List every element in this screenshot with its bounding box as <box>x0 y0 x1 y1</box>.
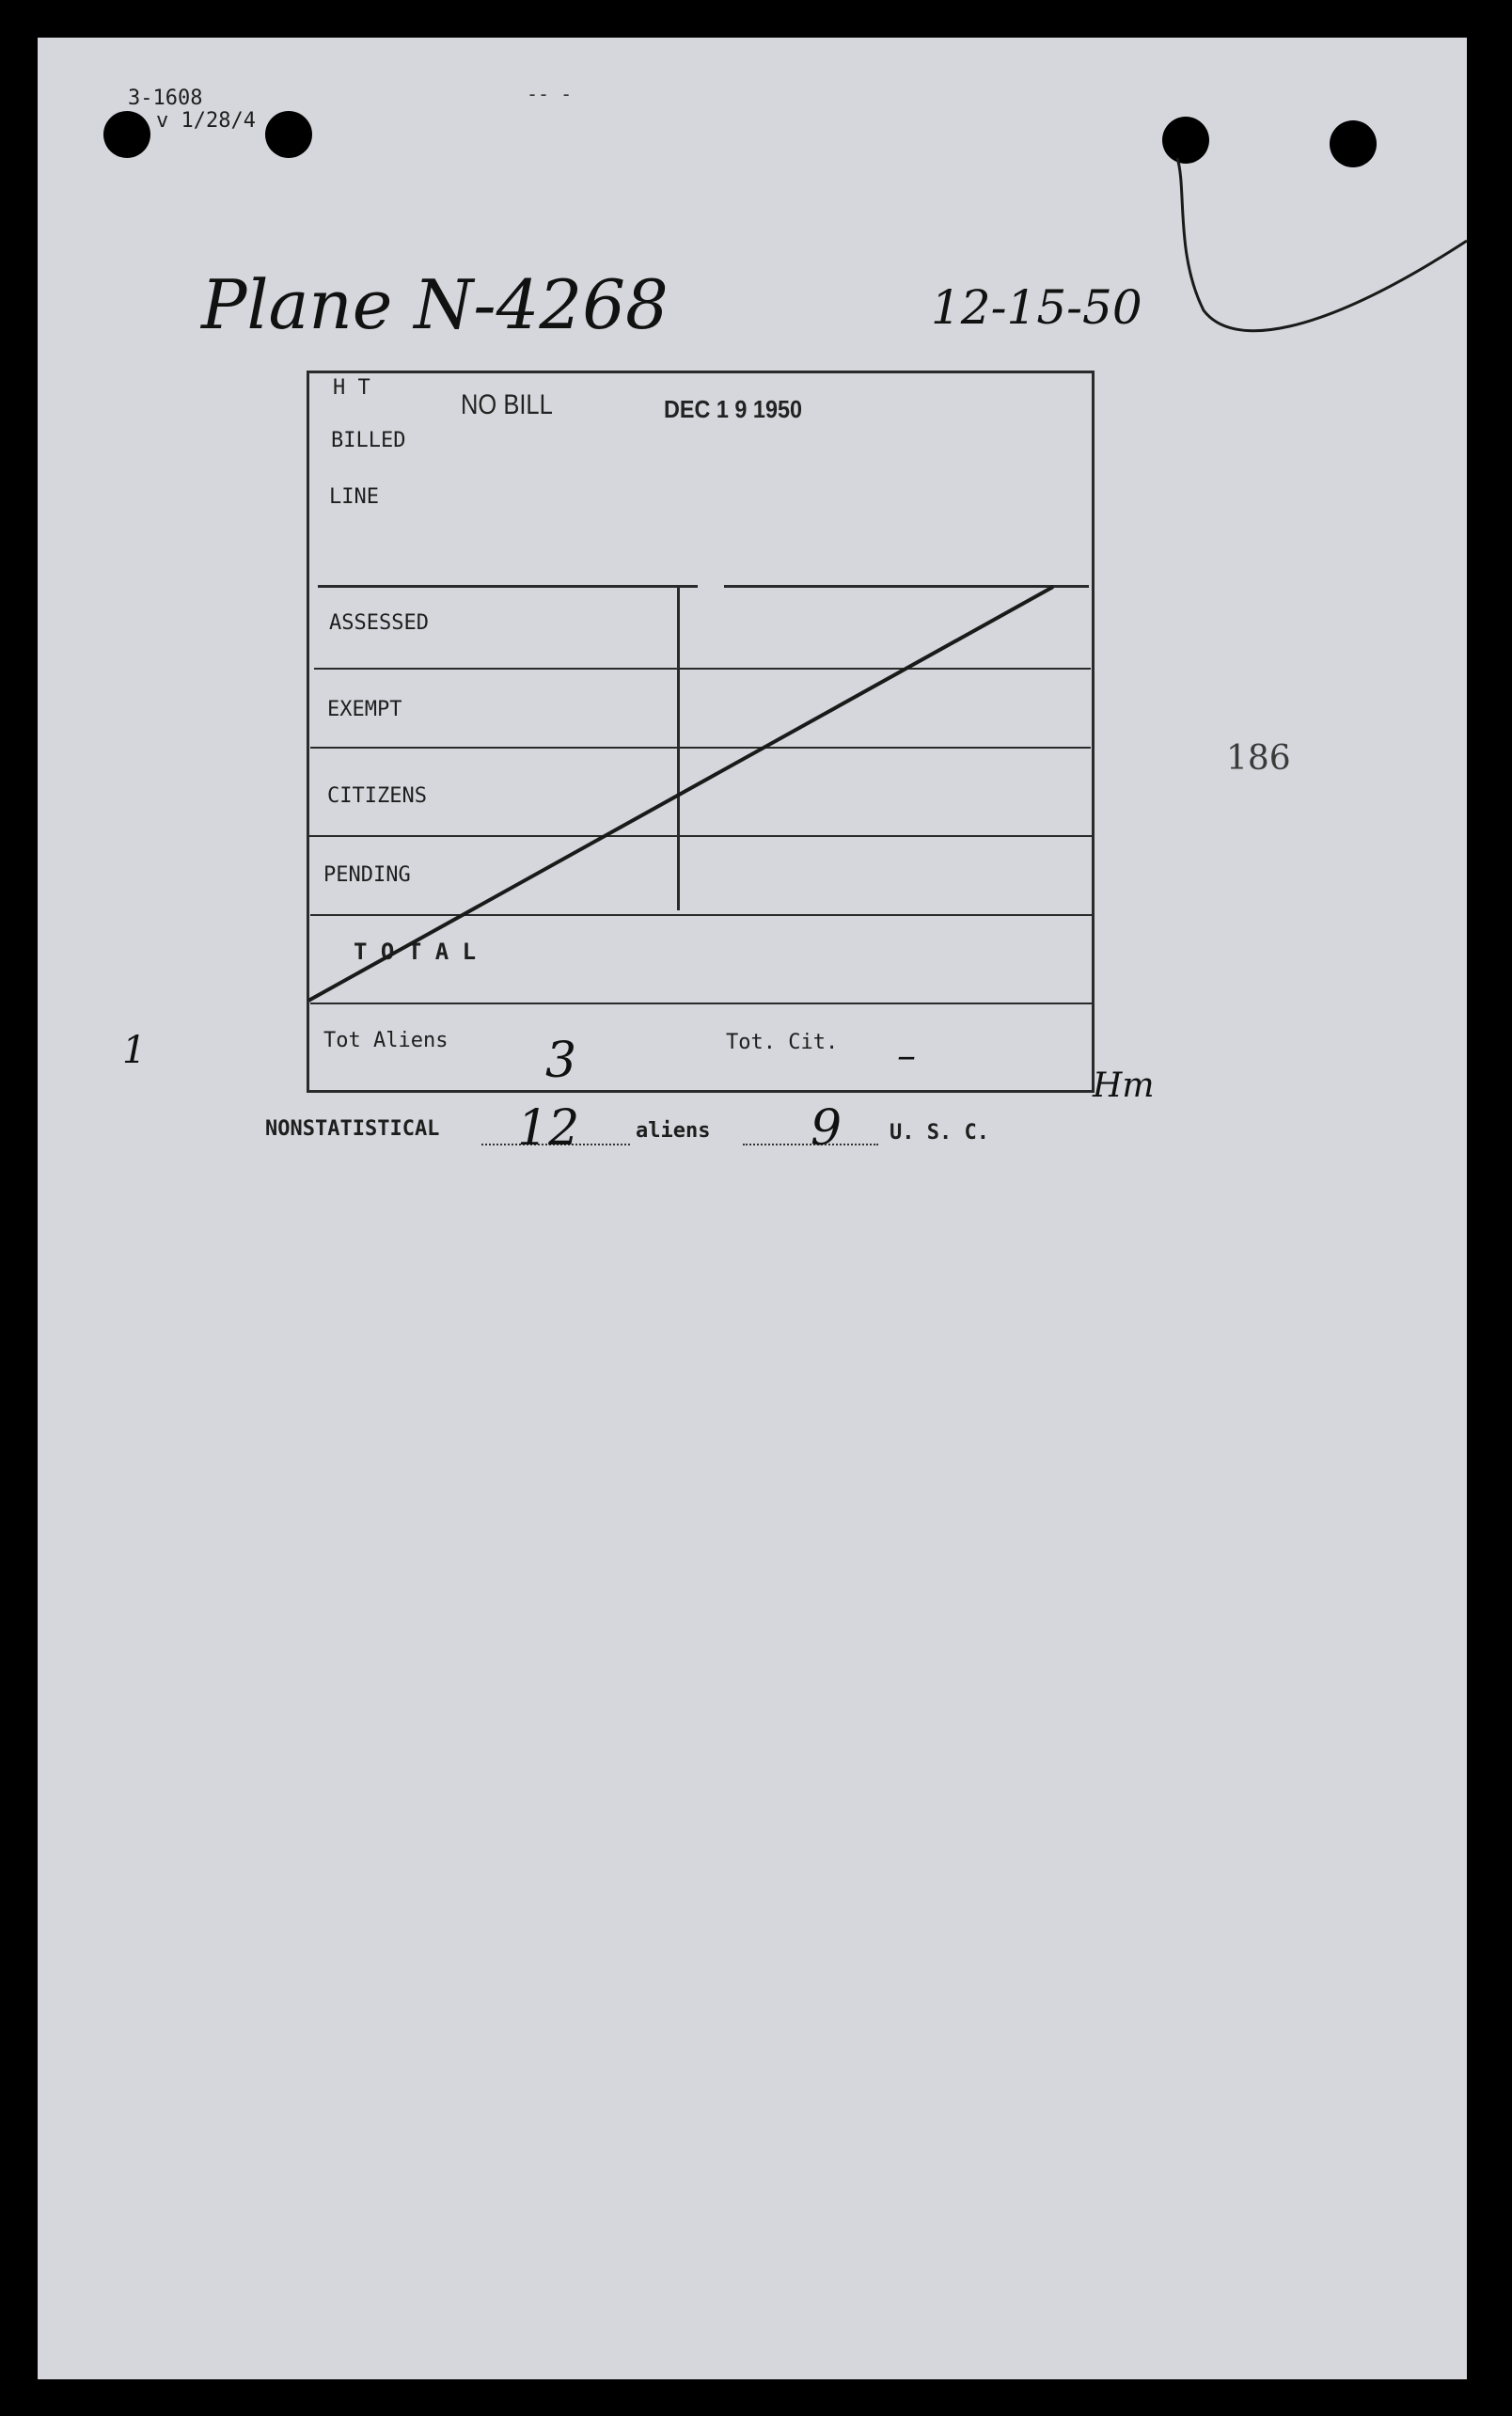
no-bill-stamp: NO BILL <box>461 389 553 420</box>
tot-cit-label: Tot. Cit. <box>726 1031 839 1054</box>
tot-cit-value: – <box>897 1034 916 1078</box>
row-label-exempt: EXEMPT <box>327 698 402 721</box>
nonstatistical-label: NONSTATISTICAL <box>265 1117 440 1141</box>
handwritten-date: 12-15-50 <box>931 280 1142 335</box>
row-label-billed: BILLED <box>331 429 406 452</box>
row-label-assessed: ASSESSED <box>329 611 429 635</box>
date-stamp: DEC 1 9 1950 <box>664 395 802 423</box>
nonstat-aliens-value: 12 <box>517 1100 580 1157</box>
cancel-line <box>307 371 1095 1093</box>
usc-label: U. S. C. <box>890 1121 989 1145</box>
pen-curve <box>1166 150 1476 357</box>
nonstat-usc-value: 9 <box>811 1100 843 1157</box>
initials: Hm <box>1093 1066 1155 1105</box>
row-label-total: T O T A L <box>354 939 477 965</box>
margin-mark: 1 <box>122 1029 147 1072</box>
form-number: 3-1608 <box>128 87 203 110</box>
top-marks: -- - <box>527 83 573 105</box>
aliens-label: aliens <box>636 1119 711 1143</box>
tot-aliens-label: Tot Aliens <box>323 1029 449 1052</box>
punch-hole-left-b <box>265 111 312 158</box>
row-label-line: LINE <box>329 485 379 509</box>
plane-number: Plane N-4268 <box>201 265 669 344</box>
punch-hole-left-a <box>103 111 150 158</box>
row-label-ht: H T <box>333 376 370 400</box>
tot-aliens-value: 3 <box>545 1033 577 1089</box>
page-number: 186 <box>1226 739 1291 778</box>
form-revision: v 1/28/4 <box>156 109 256 133</box>
row-label-citizens: CITIZENS <box>327 784 427 808</box>
row-label-pending: PENDING <box>323 863 411 887</box>
